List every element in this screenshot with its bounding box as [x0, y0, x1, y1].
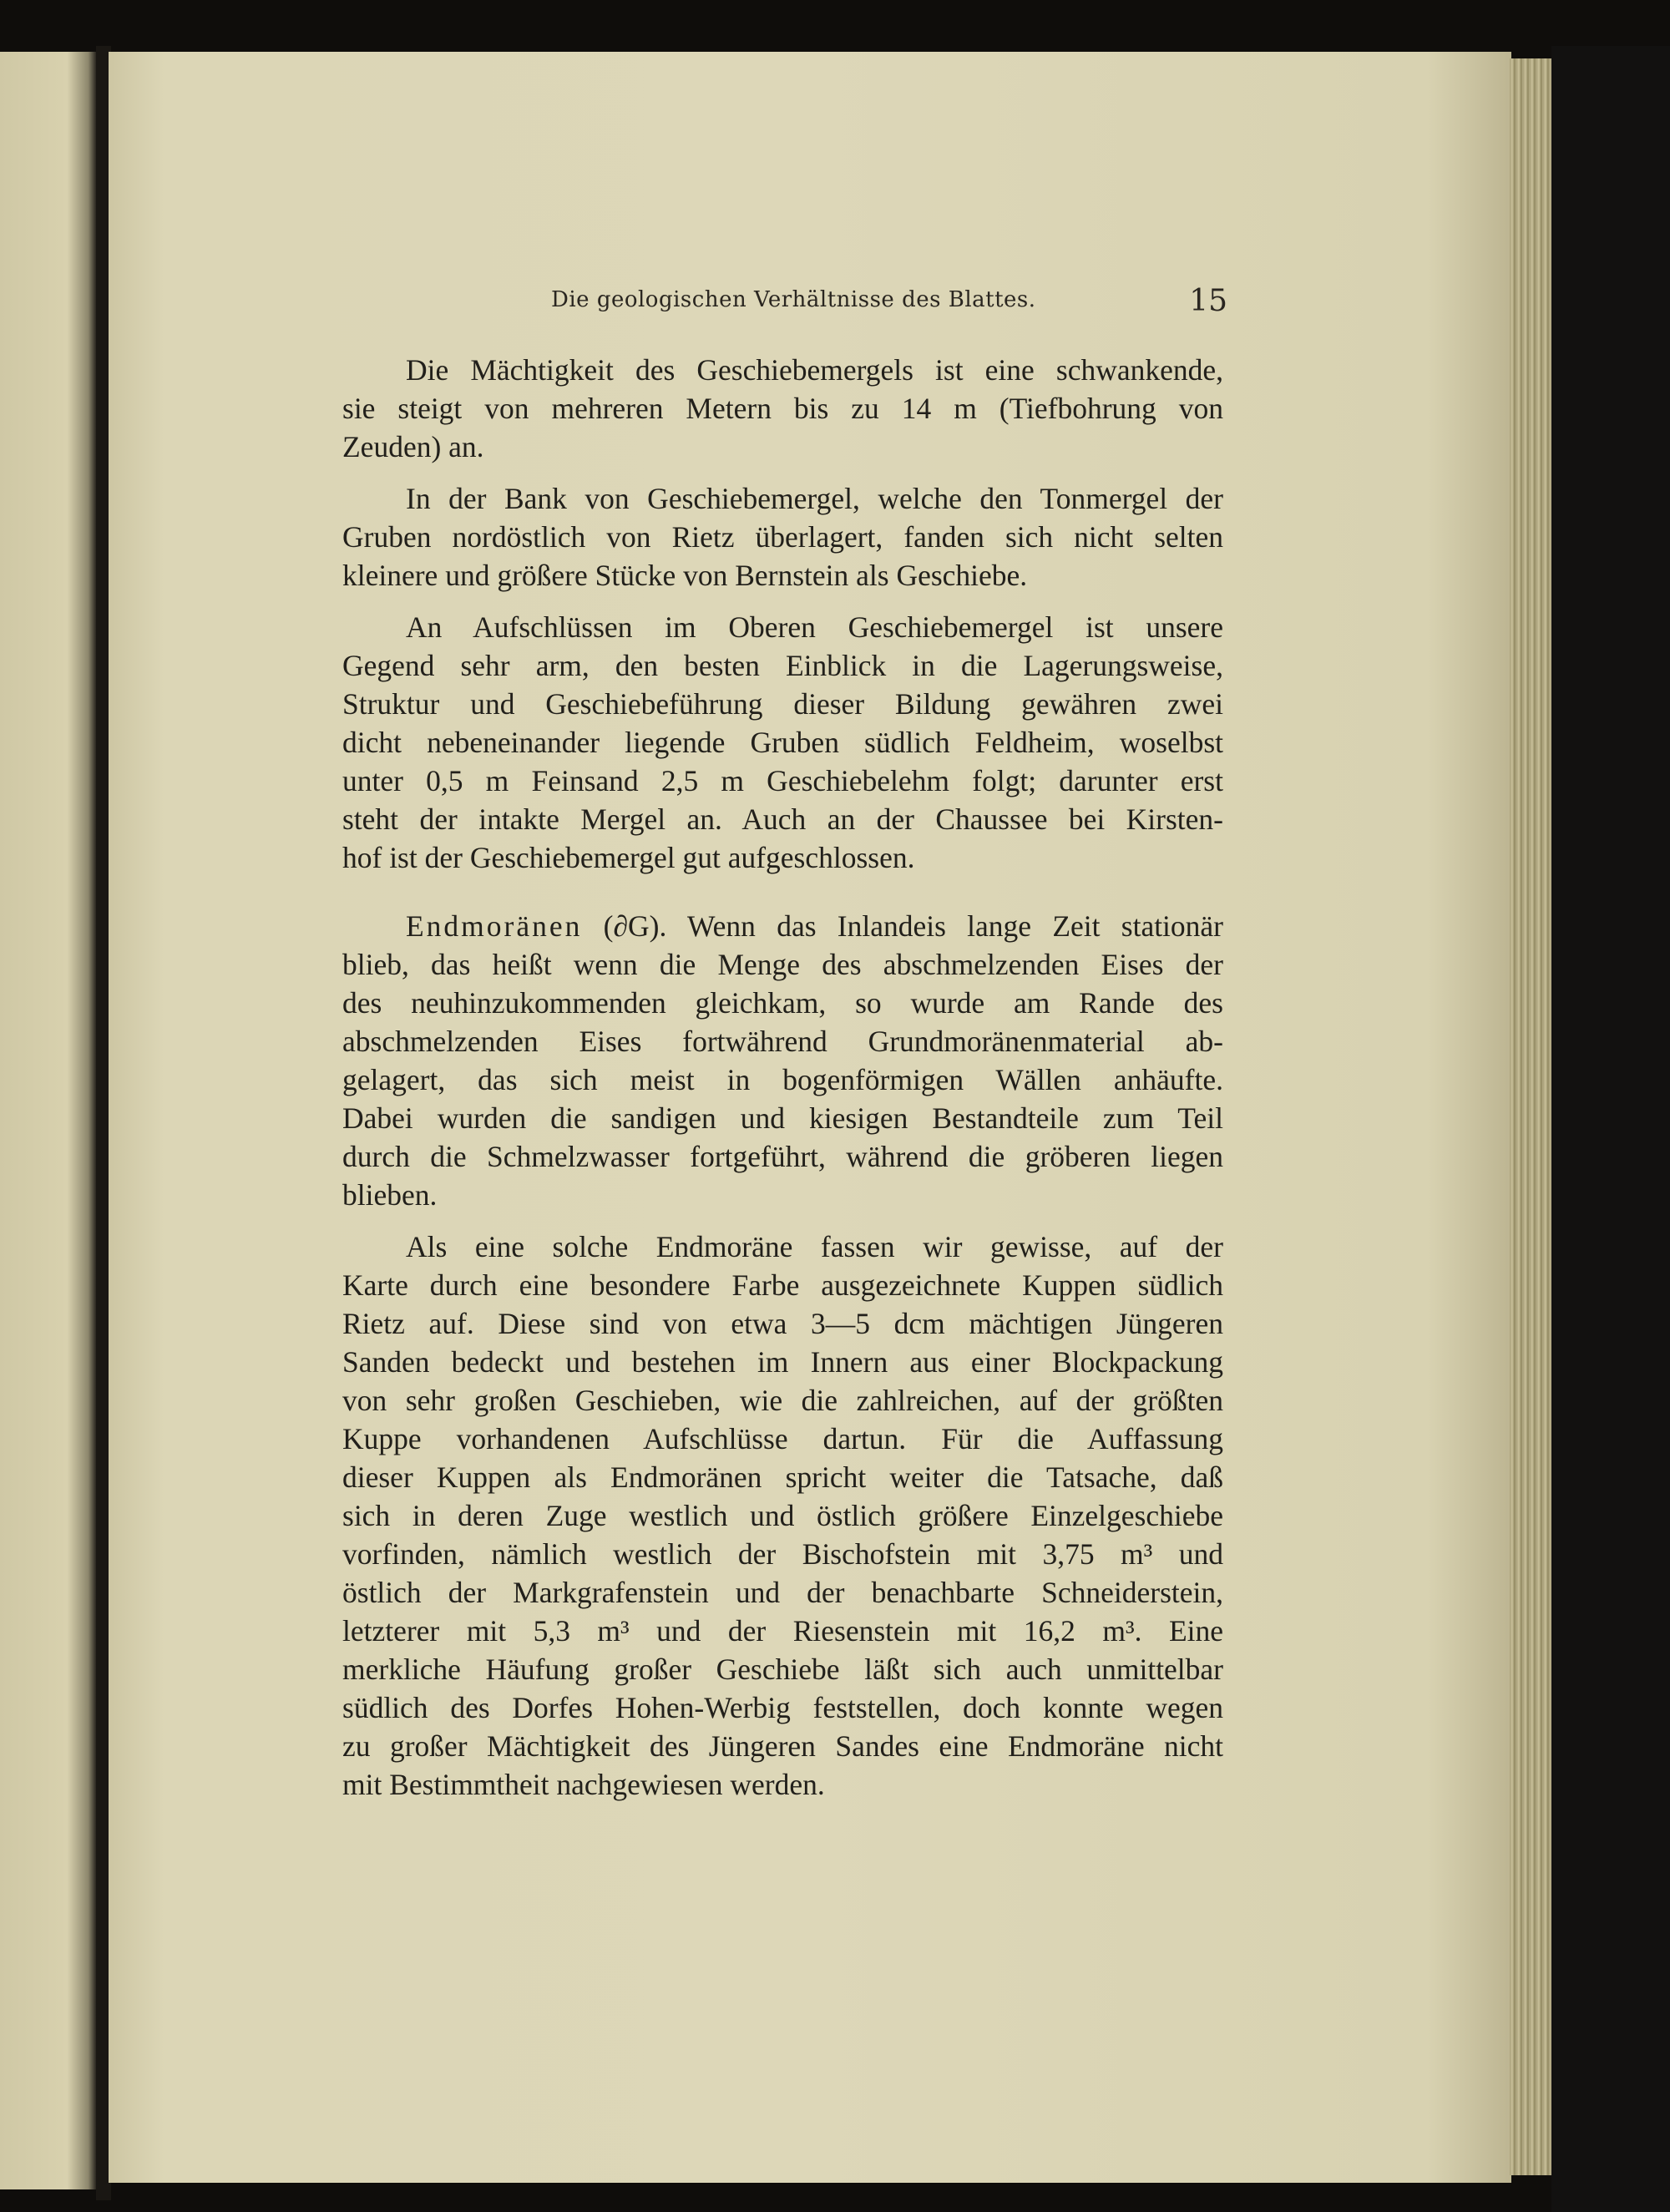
text-line: dieser Kuppen als Endmoränen spricht weiter die Tatsache, daß	[342, 1460, 1223, 1494]
text-line: vorfinden, nämlich westlich der Bischofstein mit 3,75 m³ und	[342, 1537, 1223, 1571]
paragraph	[342, 608, 1223, 877]
text-line: dicht nebeneinander liegende Gruben südlich Feldheim, woselbst	[342, 726, 1223, 759]
text-line: südlich des Dorfes Hohen-Werbig feststellen, doch konnte wegen	[342, 1691, 1223, 1724]
text-line: des neuhinzukommenden gleichkam, so wurde am Rande des	[342, 986, 1223, 1020]
text-line: sich in deren Zuge westlich und östlich größere Einzelgeschiebe	[342, 1499, 1223, 1532]
text-line: Karte durch eine besondere Farbe ausgezeichnete Kuppen südlich	[342, 1268, 1223, 1302]
paragraph	[342, 351, 1223, 466]
page-edges	[1510, 58, 1551, 2175]
text-line: zu großer Mächtigkeit des Jüngeren Sandes eine Endmoräne nicht	[342, 1729, 1223, 1763]
text-line: Als eine solche Endmoräne fassen wir gewisse, auf der	[406, 1230, 1223, 1263]
text-line: von sehr großen Geschieben, wie die zahlreichen, auf der größten	[342, 1384, 1223, 1417]
text-line: Rietz auf. Diese sind von etwa 3—5 dcm mächtigen Jüngeren	[342, 1307, 1223, 1340]
page-number: 15	[1189, 284, 1227, 318]
text-line: In der Bank von Geschiebemergel, welche den Tonmergel der	[406, 482, 1223, 515]
left-page-edge	[0, 52, 96, 2189]
text-line: Sanden bedeckt und bestehen im Innern aus einer Blockpackung	[342, 1345, 1223, 1379]
text-line: Zeuden) an.	[342, 430, 484, 463]
text-line	[342, 907, 1223, 945]
book-cover	[1551, 46, 1670, 2212]
text-line: Die Mächtigkeit des Geschiebemergels ist eine schwankende,	[406, 353, 1223, 387]
text-line: kleinere und größere Stücke von Bernstein als Geschiebe.	[342, 559, 1028, 592]
text-line: letzterer mit 5,3 m³ und der Riesenstein mit 16,2 m³. Eine	[342, 1614, 1223, 1648]
text-line: östlich der Markgrafenstein und der benachbarte Schneiderstein,	[342, 1576, 1223, 1609]
text-line: blieb, das heißt wenn die Menge des abschmelzenden Eises der	[342, 948, 1223, 981]
text-line: Kuppe vorhandenen Aufschlüsse dartun. Für die Auffassung	[342, 1422, 1223, 1455]
text-line: An Aufschlüssen im Oberen Geschiebemergel ist unsere	[406, 610, 1223, 644]
text-line: hof ist der Geschiebemergel gut aufgeschlossen.	[342, 841, 915, 874]
text-line: sie steigt von mehreren Metern bis zu 14 m (Tiefbohrung von	[342, 392, 1223, 425]
text-line: Struktur und Geschiebeführung dieser Bildung gewähren zwei	[342, 687, 1223, 721]
section-heading: Endmoränen	[406, 909, 583, 943]
text-line: gelagert, das sich meist in bogenförmigen Wällen anhäufte.	[342, 1063, 1223, 1096]
text-line: Gegend sehr arm, den besten Einblick in die Lagerungsweise,	[342, 649, 1223, 682]
paragraph	[342, 907, 1223, 1214]
page-header	[551, 284, 1227, 324]
text-line: mit Bestimmtheit nachgewiesen werden.	[342, 1768, 825, 1801]
text-line: unter 0,5 m Feinsand 2,5 m Geschiebelehm folgt; darunter erst	[342, 764, 1223, 797]
text-line: Dabei wurden die sandigen und kiesigen Bestandteile zum Teil	[342, 1101, 1223, 1135]
section-heading-rest: (∂G). Wenn das Inlandeis lange Zeit stationär	[603, 909, 1223, 943]
text-line: merkliche Häufung großer Geschiebe läßt sich auch unmittelbar	[342, 1653, 1223, 1686]
running-title: Die geologischen Verhältnisse des Blattes.	[551, 287, 1036, 312]
text-line: steht der intakte Mergel an. Auch an der Chaussee bei Kirsten-	[342, 802, 1223, 836]
text-line: abschmelzenden Eises fortwährend Grundmoränenmaterial ab-	[342, 1025, 1223, 1058]
paragraph	[342, 479, 1223, 595]
paragraph	[342, 1227, 1223, 1804]
text-line: blieben.	[342, 1178, 438, 1212]
text-line: durch die Schmelzwasser fortgeführt, während die gröberen liegen	[342, 1140, 1223, 1173]
text-line: Gruben nordöstlich von Rietz überlagert, fanden sich nicht selten	[342, 520, 1223, 554]
body-text	[342, 351, 1223, 1804]
